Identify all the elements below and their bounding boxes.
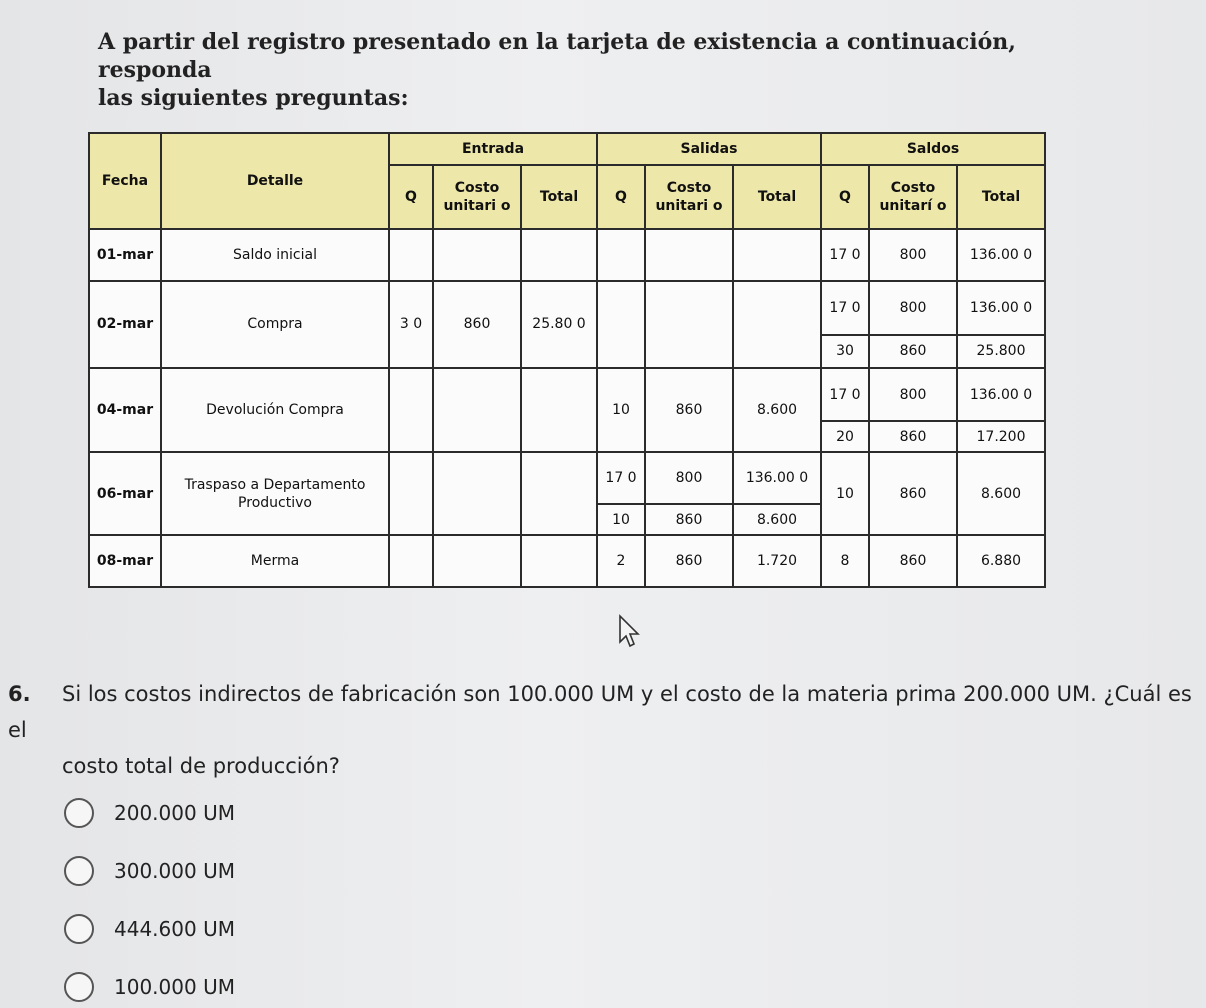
cell-empty [521, 535, 597, 587]
cell-empty [389, 368, 433, 453]
cell-salida-q: 17 0 [597, 452, 645, 504]
table-row [89, 535, 1045, 587]
cell-fecha: 01-mar [89, 229, 161, 281]
cell-entrada-total: 25.80 0 [521, 281, 597, 368]
cell-saldo-costo: 800 [869, 229, 957, 281]
cell-empty [389, 452, 433, 535]
answer-option[interactable] [64, 958, 235, 1008]
cell-saldo-costo: 860 [869, 535, 957, 587]
cell-empty [433, 229, 521, 281]
question-number: 6. [8, 682, 31, 706]
cell-detalle: Compra [161, 281, 389, 368]
cell-empty [645, 281, 733, 368]
cell-salida-q: 10 [597, 368, 645, 453]
option-label: 444.600 UM [114, 917, 235, 941]
cell-saldo-costo: 800 [869, 281, 957, 335]
intro-line-1: A partir del registro presentado en la tarjeta de existencia a continuación, responda [98, 29, 1016, 83]
cell-empty [433, 452, 521, 535]
table-row [89, 368, 1045, 422]
cell-salida-total: 136.00 0 [733, 452, 821, 504]
cell-salida-q: 10 [597, 504, 645, 535]
cell-empty [597, 281, 645, 368]
table-row [89, 281, 1045, 335]
cell-empty [521, 452, 597, 535]
cell-salida-costo: 860 [645, 368, 733, 453]
radio-button[interactable] [64, 798, 94, 828]
cell-empty [597, 229, 645, 281]
cell-salida-costo: 860 [645, 504, 733, 535]
intro-text [98, 28, 1058, 112]
cell-salida-q: 2 [597, 535, 645, 587]
header-entrada-total: Total [521, 165, 597, 229]
option-label: 100.000 UM [114, 975, 235, 999]
cell-saldo-q: 17 0 [821, 281, 869, 335]
cell-fecha: 04-mar [89, 368, 161, 453]
stock-card-table [88, 132, 1046, 588]
cell-saldo-total: 8.600 [957, 452, 1045, 535]
radio-button[interactable] [64, 914, 94, 944]
header-detalle: Detalle [161, 133, 389, 229]
cell-fecha: 08-mar [89, 535, 161, 587]
cell-saldo-total: 136.00 0 [957, 281, 1045, 335]
header-entrada-costo: Costo unitari o [433, 165, 521, 229]
radio-button[interactable] [64, 856, 94, 886]
header-saldos-total: Total [957, 165, 1045, 229]
header-entrada-q: Q [389, 165, 433, 229]
question-6 [8, 676, 1198, 784]
intro-line-2: las siguientes preguntas: [98, 85, 409, 111]
header-saldos-costo: Costo unitarí o [869, 165, 957, 229]
cell-salida-costo: 860 [645, 535, 733, 587]
cell-saldo-q: 10 [821, 452, 869, 535]
cell-saldo-total: 17.200 [957, 421, 1045, 452]
answer-option[interactable] [64, 784, 235, 842]
question-line-2: costo total de producción? [62, 754, 340, 778]
cell-saldo-costo: 860 [869, 335, 957, 368]
cell-empty [733, 229, 821, 281]
cell-saldo-q: 17 0 [821, 229, 869, 281]
header-fecha: Fecha [89, 133, 161, 229]
table-row [89, 452, 1045, 504]
cell-detalle: Traspaso a Departamento Productivo [161, 452, 389, 535]
cell-empty [389, 229, 433, 281]
header-salidas-costo: Costo unitari o [645, 165, 733, 229]
answer-option[interactable] [64, 900, 235, 958]
answer-options [64, 784, 235, 1008]
cell-empty [645, 229, 733, 281]
cell-detalle: Devolución Compra [161, 368, 389, 453]
cell-empty [433, 535, 521, 587]
radio-button[interactable] [64, 972, 94, 1002]
cell-fecha: 02-mar [89, 281, 161, 368]
cell-salida-total: 8.600 [733, 368, 821, 453]
cell-saldo-costo: 800 [869, 368, 957, 422]
question-line-1: Si los costos indirectos de fabricación son 100.000 UM y el costo de la materia prima 200.000 UM. ¿Cuál es el [8, 682, 1192, 742]
cell-detalle: Saldo inicial [161, 229, 389, 281]
cell-saldo-total: 136.00 0 [957, 229, 1045, 281]
cell-fecha: 06-mar [89, 452, 161, 535]
answer-option[interactable] [64, 842, 235, 900]
option-label: 200.000 UM [114, 801, 235, 825]
header-salidas: Salidas [597, 133, 821, 165]
cell-saldo-total: 136.00 0 [957, 368, 1045, 422]
header-entrada: Entrada [389, 133, 597, 165]
cell-saldo-q: 8 [821, 535, 869, 587]
table-row [89, 229, 1045, 281]
cell-saldo-q: 17 0 [821, 368, 869, 422]
cell-empty [389, 535, 433, 587]
cell-salida-total: 8.600 [733, 504, 821, 535]
header-saldos: Saldos [821, 133, 1045, 165]
cell-saldo-total: 6.880 [957, 535, 1045, 587]
cell-empty [733, 281, 821, 368]
cell-salida-total: 1.720 [733, 535, 821, 587]
cell-entrada-q: 3 0 [389, 281, 433, 368]
cell-detalle: Merma [161, 535, 389, 587]
cell-empty [521, 229, 597, 281]
option-label: 300.000 UM [114, 859, 235, 883]
cell-saldo-total: 25.800 [957, 335, 1045, 368]
header-saldos-q: Q [821, 165, 869, 229]
header-salidas-q: Q [597, 165, 645, 229]
cell-saldo-costo: 860 [869, 452, 957, 535]
cell-salida-costo: 800 [645, 452, 733, 504]
cell-entrada-costo: 860 [433, 281, 521, 368]
cell-saldo-q: 30 [821, 335, 869, 368]
cell-empty [521, 368, 597, 453]
header-salidas-total: Total [733, 165, 821, 229]
cell-saldo-q: 20 [821, 421, 869, 452]
cell-empty [433, 368, 521, 453]
cell-saldo-costo: 860 [869, 421, 957, 452]
mouse-cursor-icon [618, 614, 640, 648]
